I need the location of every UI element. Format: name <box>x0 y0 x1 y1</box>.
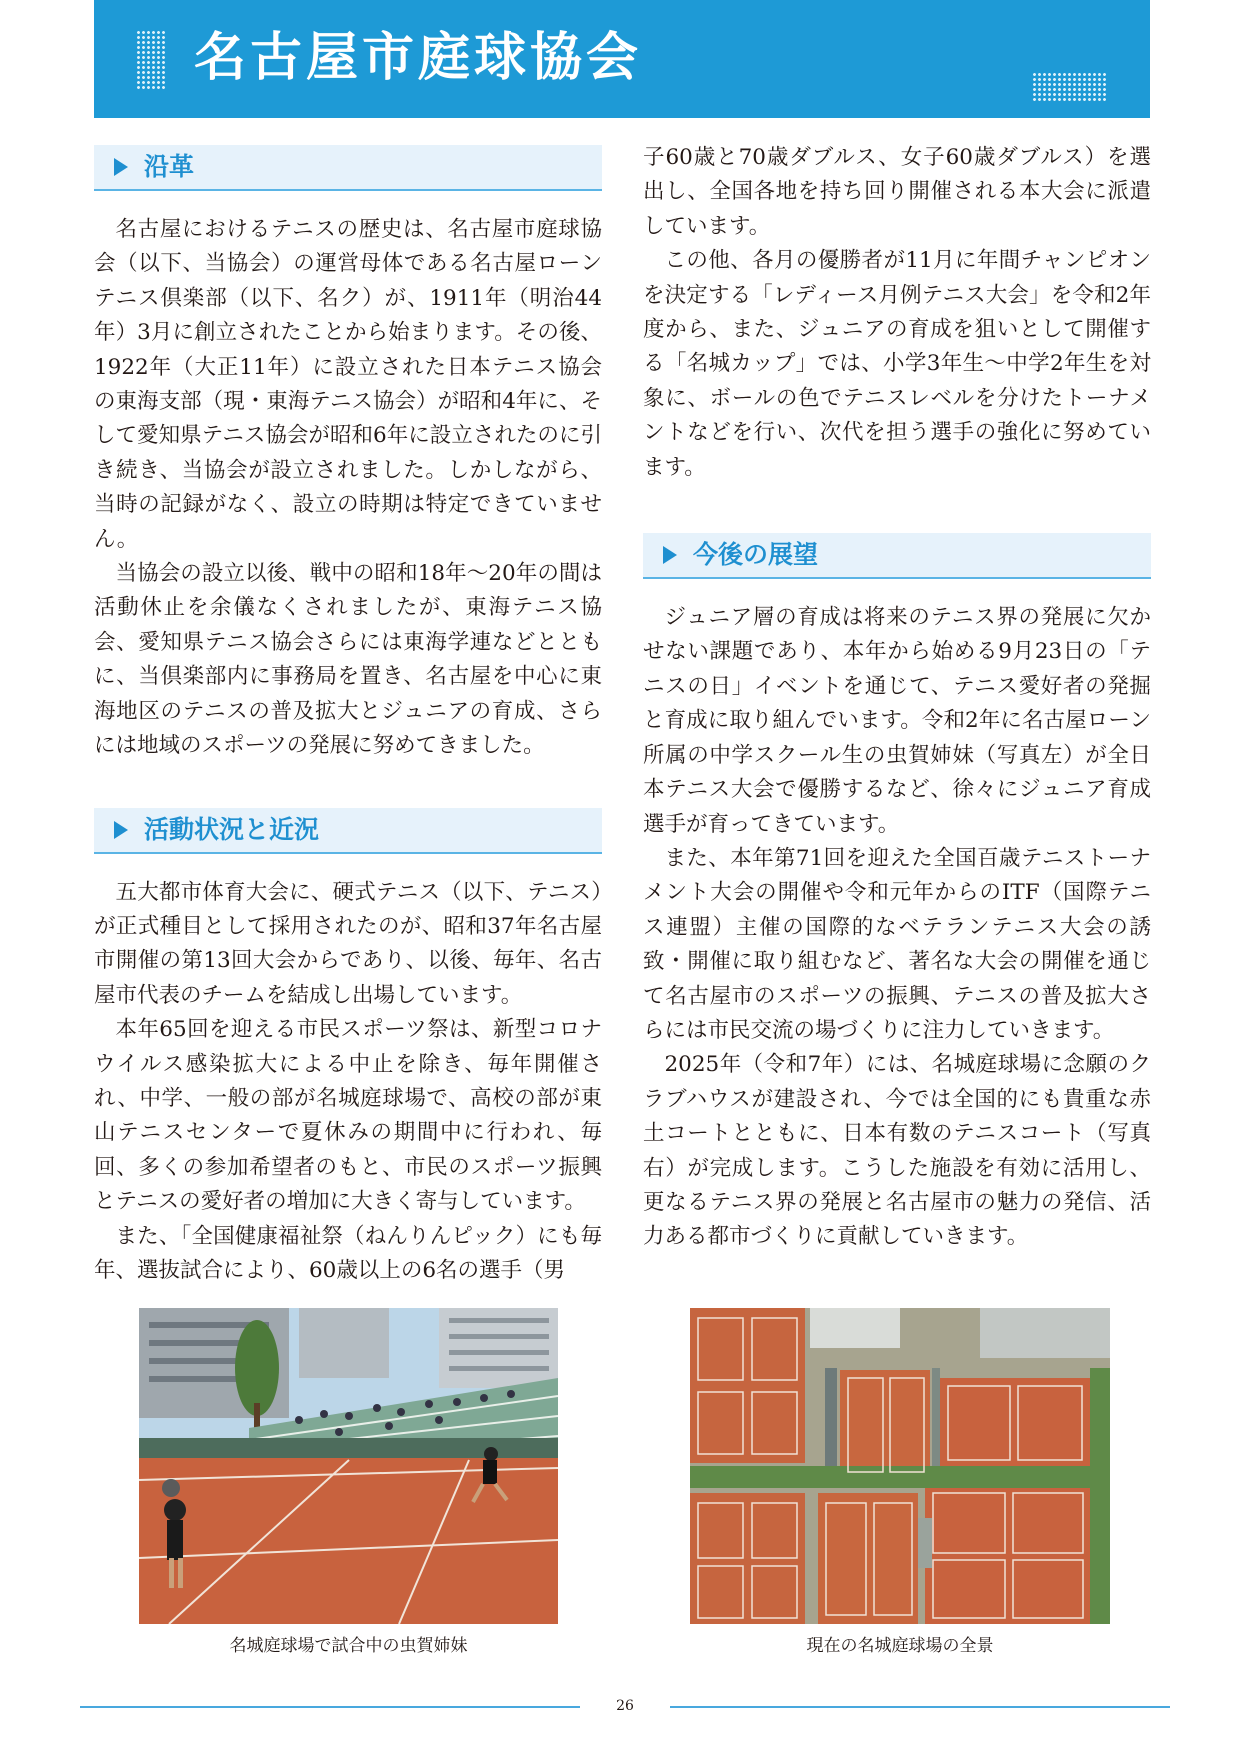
caption-left-photo: 名城庭球場で試合中の虫賀姉妹 <box>229 1636 468 1656</box>
section-heading-history <box>94 145 602 191</box>
activities-paragraph-2: 本年65回を迎える市民スポーツ祭は、新型コロナウイルス感染拡大による中止を除き、毎年開催され、中学、一般の部が名城庭球場で、高校の部が東山テニスセンターで夏休みの期間中に行われ、毎回、多くの参加希望者のもと、市民のスポーツ振興とテニスの愛好者の増加に大きく寄与しています。 <box>94 1017 602 1215</box>
outlook-paragraph-3: 2025年（令和7年）には、名城庭球場に念願のクラブハウスが建設され、今では全国的にも貴重な赤土コートとともに、日本有数のテニスコート（写真右）が完成します。こうした施設を有効に活用し、更なるテニス界の発展と名古屋市の魅力の発信、活力ある都市づくりに貢献していきます。 <box>643 1052 1151 1250</box>
left-column <box>94 145 602 1288</box>
right-column <box>643 141 1151 1255</box>
page-title: 名古屋市庭球協会 <box>194 28 643 88</box>
section-heading-label: 沿革 <box>144 152 195 181</box>
caption-right-photo: 現在の名城庭球場の全景 <box>806 1636 994 1656</box>
section-heading-outlook <box>643 533 1151 579</box>
activities-paragraph-3-start: また、「全国健康福祉祭（ねんりんピック）にも毎年、選抜試合により、60歳以上の6名の選手（男 <box>94 1223 602 1283</box>
activities-paragraph-3-continued: 子60歳と70歳ダブルス、女子60歳ダブルス）を選出し、全国各地を持ち回り開催される本大会に派遣しています。 <box>643 145 1151 239</box>
triangle-bullet-icon <box>663 546 677 564</box>
title-dot-pattern-right <box>1032 72 1108 102</box>
photo-court-aerial-image <box>690 1308 1110 1624</box>
history-paragraph-1: 名古屋におけるテニスの歴史は、名古屋市庭球協会（以下、当協会）の運営母体である名古屋ローンテニス倶楽部（以下、名ク）が、1911年（明治44年）3月に創立されたことから始まります。その後、1922年（大正11年）に設立された日本テニス協会の東海支部（現・東海テニス協会）が昭和4年に、そして愛知県テニス協会が昭和6年に設立されたのに引き続き、当協会が設立されました。しかしながら、当時の記録がなく、設立の時期は特定できていません。 <box>94 217 602 552</box>
photo-court-aerial <box>690 1308 1110 1624</box>
title-dot-pattern-left <box>136 30 166 90</box>
section-heading-label: 活動状況と近況 <box>144 814 320 844</box>
title-banner <box>94 0 1150 118</box>
activities-paragraph-4: この他、各月の優勝者が11月に年間チャンピオンを決定する「レディース月例テニス大会」を令和2年度から、また、ジュニアの育成を狙いとして開催する「名城カップ」では、小学3年生～中学2年生を対象に、ボールの色でテニスレベルを分けたトーナメントなどを行い、次代を担う選手の強化に努めています。 <box>643 248 1151 480</box>
footer-rule-right <box>670 1706 1170 1708</box>
triangle-bullet-icon <box>114 821 128 839</box>
footer-rule-left <box>80 1706 580 1708</box>
activities-paragraph-1: 五大都市体育大会に、硬式テニス（以下、テニス）が正式種目として採用されたのが、昭和37年名古屋市開催の第13回大会からであり、以後、毎年、名古屋市代表のチームを結成し出場しています。 <box>94 879 602 1008</box>
page-number: 26 <box>616 1698 634 1714</box>
photo-sisters-playing-image <box>139 1308 558 1624</box>
outlook-paragraph-2: また、本年第71回を迎えた全国百歳テニストーナメント大会の開催や令和元年からのITF（国際テニス連盟）主催の国際的なベテランテニス大会の誘致・開催に取り組むなど、著名な大会の開催を通じて名古屋市のスポーツの振興、テニスの普及拡大さらには市民交流の場づくりに注力していきます。 <box>643 845 1151 1043</box>
triangle-bullet-icon <box>114 158 128 176</box>
section-heading-activities <box>94 808 602 854</box>
history-paragraph-2: 当協会の設立以後、戦中の昭和18年～20年の間は活動休止を余儀なくされましたが、東海テニス協会、愛知県テニス協会さらには東海学連などとともに、当倶楽部内に事務局を置き、名古屋を中心に東海地区のテニスの普及拡大とジュニアの育成、さらには地域のスポーツの発展に努めてきました。 <box>94 561 602 759</box>
section-heading-label: 今後の展望 <box>693 540 819 570</box>
photo-sisters-playing <box>139 1308 558 1624</box>
outlook-paragraph-1: ジュニア層の育成は将来のテニス界の発展に欠かせない課題であり、本年から始める9月23日の「テニスの日」イベントを通じて、テニス愛好者の発掘と育成に取り組んでいます。令和2年に名古屋ローン所属の中学スクール生の虫賀姉妹（写真左）が全日本テニス大会で優勝するなど、徐々にジュニア育成選手が育ってきています。 <box>643 605 1151 837</box>
